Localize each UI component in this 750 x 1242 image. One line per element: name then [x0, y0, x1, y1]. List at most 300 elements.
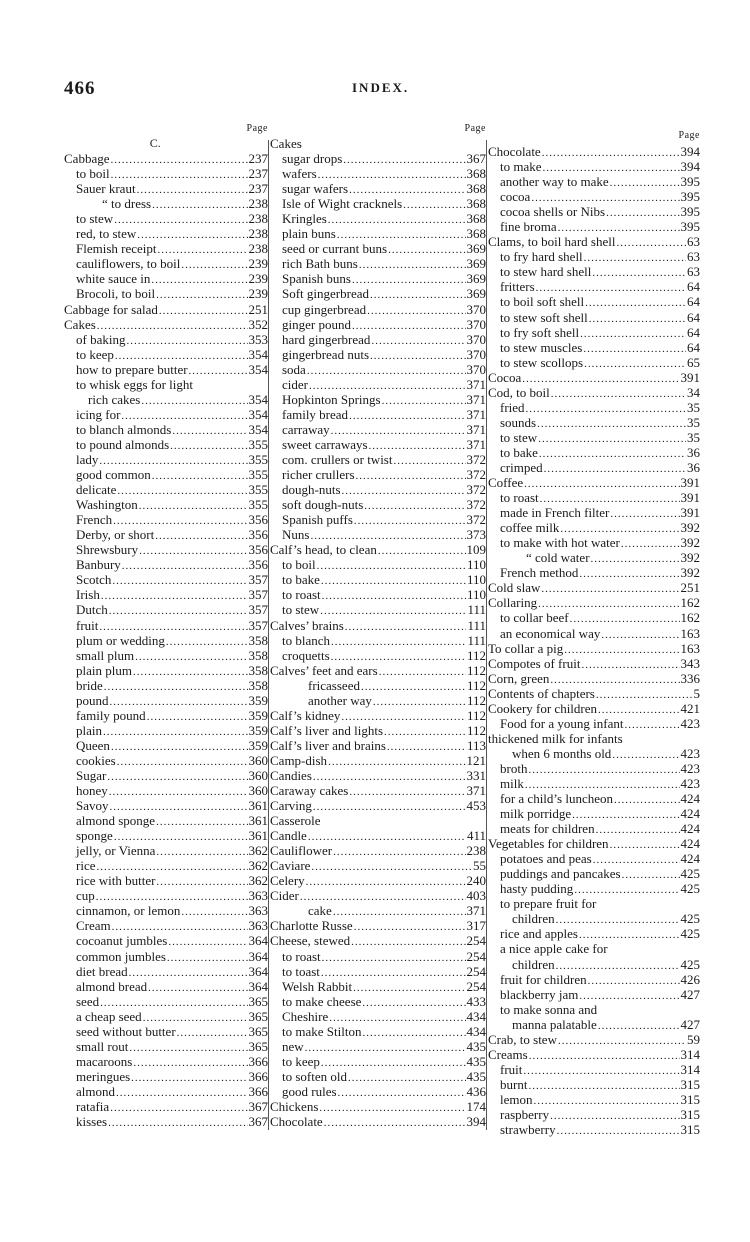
entry-text: fricasseed [308, 677, 360, 693]
entry-text: Spanish buns [282, 271, 351, 287]
entry-page: 254 [466, 933, 486, 949]
index-entry [64, 648, 268, 663]
index-entry [270, 903, 486, 918]
entry-page: 424 [680, 821, 700, 837]
entry-page: 370 [466, 331, 486, 347]
entry-text: to bake [500, 444, 538, 460]
entry-page: 435 [466, 1038, 486, 1054]
entry-text: Casserole [270, 813, 321, 829]
entry-text: new [282, 1038, 304, 1054]
entry-text: rich Bath buns [282, 256, 358, 272]
entry-page: 392 [680, 565, 700, 581]
leader-dots [362, 996, 465, 1011]
section-letter: C. [149, 136, 161, 150]
leader-dots [542, 146, 680, 161]
entry-text: cookies [76, 752, 116, 768]
entry-page: 112 [466, 647, 486, 663]
leader-dots [585, 296, 686, 311]
entry-page: 63 [687, 264, 700, 280]
entry-text: red, to stew [76, 226, 137, 242]
entry-text: almond bread [76, 978, 148, 994]
index-entry [488, 565, 700, 580]
index-entry [64, 964, 268, 979]
entry-page: 421 [680, 700, 700, 716]
entry-text: cocoa [500, 189, 531, 205]
index-entry [270, 422, 486, 437]
entry-text: coffee milk [500, 520, 560, 536]
entry-text: Nuns [282, 527, 310, 543]
index-entry [64, 332, 268, 347]
entry-page: 254 [466, 948, 486, 964]
entry-page: 365 [248, 1023, 268, 1039]
entry-text: rice [76, 858, 96, 874]
leader-dots [584, 251, 686, 266]
entry-text: Clams, to boil hard shell [488, 234, 616, 250]
leader-dots [534, 1094, 680, 1109]
entry-page: 362 [248, 873, 268, 889]
index-entry [488, 1107, 700, 1122]
index-entry [488, 836, 700, 851]
entry-page: 362 [248, 843, 268, 859]
entry-text: to prepare fruit for [500, 896, 597, 912]
entry-text: plum or wedding [76, 632, 165, 648]
entry-text: Candies [270, 767, 312, 783]
entry-page: 424 [680, 836, 700, 852]
index-entry [270, 1054, 486, 1069]
index-entry [270, 723, 486, 738]
index-entry [64, 979, 268, 994]
entry-text: Dutch [76, 602, 108, 618]
entry-page: 360 [248, 783, 268, 799]
index-entry [488, 189, 700, 204]
index-entry [64, 708, 268, 723]
entry-text: small rout [76, 1038, 129, 1054]
entry-text: honey [76, 783, 108, 799]
leader-dots [141, 394, 247, 409]
leader-dots [147, 710, 248, 725]
entry-text: almond sponge [76, 813, 156, 829]
leader-dots [616, 236, 686, 251]
leader-dots [382, 394, 466, 409]
leader-dots [610, 838, 680, 853]
entry-text: small plum [76, 647, 135, 663]
index-entry [488, 911, 700, 926]
index-entry [270, 482, 486, 497]
index-entry [270, 708, 486, 723]
leader-dots [564, 643, 679, 658]
entry-page: 64 [687, 294, 700, 310]
entry-page: 357 [248, 602, 268, 618]
entry-text: lemon [500, 1091, 533, 1107]
index-column-3 [488, 128, 700, 1137]
leader-dots [528, 1079, 679, 1094]
index-entry [488, 701, 700, 716]
entry-page: 112 [466, 692, 486, 708]
index-entry [488, 972, 700, 987]
entry-page: 366 [248, 1053, 268, 1069]
entry-text: another way [308, 692, 372, 708]
index-entry [488, 355, 700, 370]
entry-text: Spanish puffs [282, 512, 353, 528]
leader-dots [103, 725, 248, 740]
entry-page: 314 [680, 1061, 700, 1077]
index-entry [270, 467, 486, 482]
leader-dots [126, 334, 247, 349]
entry-page: 372 [466, 451, 486, 467]
index-entry [270, 1084, 486, 1099]
leader-dots [384, 725, 466, 740]
entry-page: 366 [248, 1083, 268, 1099]
entry-text: Savoy [76, 798, 109, 814]
entry-text: crimped [500, 459, 543, 475]
entry-text: to boil soft shell [500, 294, 585, 310]
leader-dots [524, 477, 679, 492]
entry-page: 372 [466, 467, 486, 483]
index-entry [488, 144, 700, 159]
entry-text: when 6 months old [512, 745, 612, 761]
index-entry [488, 370, 700, 385]
index-entry [270, 738, 486, 753]
leader-dots [523, 1064, 679, 1079]
entry-page: 391 [680, 369, 700, 385]
entry-page: 363 [248, 918, 268, 934]
entry-page: 315 [680, 1091, 700, 1107]
entry-text: Calf’s liver and lights [270, 722, 384, 738]
entry-page: 425 [680, 866, 700, 882]
entry-text: Cream [76, 918, 111, 934]
index-entry [270, 768, 486, 783]
index-entry [488, 610, 700, 625]
entry-text: Calf’s liver and brains [270, 737, 386, 753]
index-entry [488, 1062, 700, 1077]
entry-page: 372 [466, 482, 486, 498]
entry-text: to stew [282, 602, 320, 618]
entry-text: Corn, green [488, 670, 550, 686]
entry-page: 354 [248, 421, 268, 437]
leader-dots [117, 755, 248, 770]
index-entry [270, 302, 486, 317]
index-column-2 [270, 121, 486, 1129]
leader-dots [319, 1101, 465, 1116]
entry-text: to roast [282, 948, 321, 964]
index-entry [488, 340, 700, 355]
leader-dots [379, 665, 466, 680]
entry-text: Sauer kraut [76, 181, 136, 197]
entry-page: 356 [248, 542, 268, 558]
entry-text: macaroons [76, 1053, 133, 1069]
index-entry [270, 979, 486, 994]
entry-page: 110 [466, 587, 486, 603]
entry-page: 64 [687, 309, 700, 325]
entry-page: 355 [248, 467, 268, 483]
index-entry [488, 174, 700, 189]
index-entry [270, 392, 486, 407]
entry-page: 371 [466, 421, 486, 437]
entry-page: 365 [248, 1038, 268, 1054]
entry-page: 239 [248, 271, 268, 287]
index-entry [270, 949, 486, 964]
index-entry [488, 159, 700, 174]
entry-text: Brocoli, to boil [76, 286, 156, 302]
index-entry [488, 881, 700, 896]
index-entry [64, 843, 268, 858]
entry-text: Chickens [270, 1099, 319, 1114]
entry-page: 427 [680, 1016, 700, 1032]
entry-text: Cheshire [282, 1008, 329, 1024]
index-entry [488, 234, 700, 249]
entry-text: rich cakes [88, 391, 141, 407]
entry-text: Soft gingerbread [282, 286, 370, 302]
entry-page: 359 [248, 692, 268, 708]
index-entry [488, 580, 700, 595]
index-entry [64, 347, 268, 362]
entry-text: to whisk eggs for light [76, 376, 193, 392]
entry-page: 362 [248, 858, 268, 874]
entry-page: 369 [466, 286, 486, 302]
entry-text: Scotch [76, 572, 112, 588]
leader-dots [583, 342, 686, 357]
leader-dots [601, 628, 679, 643]
index-entry [488, 325, 700, 340]
entry-text: French method [500, 565, 579, 581]
entry-page: 239 [248, 286, 268, 302]
entry-page: 357 [248, 587, 268, 603]
index-entry [270, 226, 486, 241]
entry-page: 423 [680, 745, 700, 761]
entry-page: 369 [466, 241, 486, 257]
index-entry [270, 437, 486, 452]
index-entry [488, 400, 700, 415]
index-entry [270, 452, 486, 467]
leader-dots [167, 951, 248, 966]
index-entry [64, 317, 268, 332]
index-entry [488, 671, 700, 686]
entry-text: Calf’s kidney [270, 707, 341, 723]
leader-dots [110, 1101, 247, 1116]
page-column-label: Page [246, 123, 268, 134]
entry-text: to make with hot water [500, 535, 620, 551]
index-entry [488, 1122, 700, 1137]
entry-text: Cabbage for salad [64, 301, 158, 317]
leader-dots [537, 417, 686, 432]
entry-page: 363 [248, 888, 268, 904]
index-entry [64, 271, 268, 286]
entry-text: icing for [76, 406, 121, 422]
entry-page: 358 [248, 677, 268, 693]
entry-text: to blanch [282, 632, 331, 648]
leader-dots [135, 650, 247, 665]
leader-dots [151, 273, 247, 288]
leader-dots [156, 288, 247, 303]
entry-text: cake [308, 903, 332, 919]
entry-text: almond [76, 1083, 115, 1099]
entry-page: 237 [248, 151, 268, 167]
leader-dots [333, 845, 465, 860]
leader-dots [378, 544, 466, 559]
index-entry [270, 211, 486, 226]
entry-text: Isle of Wight cracknels [282, 196, 403, 212]
entry-page: 367 [248, 1099, 268, 1114]
index-entry [64, 572, 268, 587]
index-entry [488, 310, 700, 325]
entry-text: Collaring [488, 595, 538, 611]
index-entry [270, 663, 486, 678]
index-entry [64, 888, 268, 903]
leader-dots [591, 552, 680, 567]
column-divider [268, 140, 269, 1130]
index-entry [64, 1054, 268, 1069]
leader-dots [614, 793, 680, 808]
entry-text: fine broma [500, 219, 557, 235]
index-entry [64, 798, 268, 813]
leader-dots [305, 1041, 466, 1056]
entry-page: 361 [248, 813, 268, 829]
leader-dots [598, 1019, 680, 1034]
entry-text: burnt [500, 1076, 528, 1092]
leader-dots [361, 680, 466, 695]
entry-text: Candle [270, 828, 307, 844]
leader-dots [550, 1109, 679, 1124]
entry-page: 367 [248, 1114, 268, 1130]
entry-page: 35 [687, 414, 700, 430]
index-entry [488, 656, 700, 671]
entry-page: 394 [466, 1114, 486, 1130]
entry-text: Banbury [76, 557, 121, 573]
entry-page: 361 [248, 798, 268, 814]
entry-text: good common [76, 467, 151, 483]
entry-text: pound [76, 692, 109, 708]
entry-page: 357 [248, 572, 268, 588]
leader-dots [110, 153, 247, 168]
entry-text: com. crullers or twist [282, 451, 393, 467]
entry-text: hard gingerbread [282, 331, 371, 347]
leader-dots [133, 1056, 247, 1071]
index-entry [64, 392, 268, 407]
entry-page: 370 [466, 361, 486, 377]
entry-page: 111 [467, 617, 486, 633]
entry-page: 368 [466, 196, 486, 212]
entry-text: sweet carraways [282, 436, 368, 452]
index-entry [488, 385, 700, 400]
entry-page: 361 [248, 828, 268, 844]
entry-page: 63 [687, 234, 700, 250]
entry-text: thickened milk for infants [488, 730, 623, 746]
entry-text: Creams [488, 1046, 528, 1062]
entry-text: Welsh Rabbit [282, 978, 353, 994]
index-entry [488, 1047, 700, 1062]
leader-dots [156, 845, 247, 860]
page-column-label: Page [464, 123, 486, 134]
index-entry [270, 933, 486, 948]
entry-page: 391 [680, 505, 700, 521]
leader-dots [356, 469, 466, 484]
leader-dots [116, 1086, 248, 1101]
entry-page: 64 [687, 339, 700, 355]
entry-page: 453 [466, 798, 486, 814]
index-entry [488, 716, 700, 731]
entry-page: 391 [680, 475, 700, 491]
entry-page: 371 [466, 376, 486, 392]
entry-text: rice and apples [500, 926, 578, 942]
entry-page: 395 [680, 189, 700, 205]
entry-text: to bake [282, 572, 320, 588]
entry-page: 317 [466, 918, 486, 934]
index-entry [64, 211, 268, 226]
index-entry [488, 791, 700, 806]
entry-page: 254 [466, 978, 486, 994]
entry-page: 359 [248, 737, 268, 753]
index-entry [270, 377, 486, 392]
index-entry [64, 196, 268, 211]
leader-dots [529, 1049, 680, 1064]
entry-text: blackberry jam [500, 986, 579, 1002]
leader-dots [370, 288, 465, 303]
leader-dots [109, 604, 248, 619]
leader-dots [541, 582, 679, 597]
entry-page: 314 [680, 1046, 700, 1062]
entry-text: Celery [270, 873, 305, 889]
index-entry [488, 1092, 700, 1107]
entry-text: Cider [270, 888, 299, 904]
index-entry [64, 768, 268, 783]
leader-dots [137, 183, 248, 198]
leader-dots [177, 1026, 248, 1041]
index-entry [270, 256, 486, 271]
index-entry [64, 994, 268, 1009]
entry-page: 121 [466, 752, 486, 768]
leader-dots [589, 312, 686, 327]
entry-text: cup [76, 888, 95, 904]
entry-page: 423 [680, 775, 700, 791]
entry-page: 425 [680, 881, 700, 897]
entry-page: 426 [680, 971, 700, 987]
entry-text: lady [76, 451, 99, 467]
entry-list [488, 144, 700, 1137]
entry-text: fruit [500, 1061, 523, 1077]
entry-text: to stew muscles [500, 339, 583, 355]
entry-text: seed or currant buns [282, 241, 388, 257]
index-entry [64, 858, 268, 873]
entry-page: 367 [466, 151, 486, 167]
entry-page: 355 [248, 497, 268, 513]
index-entry [64, 633, 268, 648]
index-entry [488, 866, 700, 881]
entry-text: to roast [500, 490, 539, 506]
entry-text: Calves’ brains [270, 617, 344, 633]
entry-text: of baking [76, 331, 126, 347]
entry-page: 111 [467, 602, 486, 618]
index-entry [64, 437, 268, 452]
entry-text: meringues [76, 1068, 131, 1084]
index-entry [270, 196, 486, 211]
index-entry [64, 1009, 268, 1024]
entry-text: sounds [500, 414, 537, 430]
entry-text: sponge [76, 828, 113, 844]
entry-page: 368 [466, 181, 486, 197]
entry-page: 358 [248, 632, 268, 648]
index-entry [64, 828, 268, 843]
entry-text: Camp-dish [270, 752, 328, 768]
index-entry [64, 512, 268, 527]
index-entry [270, 512, 486, 527]
index-entry [64, 181, 268, 196]
entry-page: 251 [248, 301, 268, 317]
index-entry [270, 1039, 486, 1054]
index-entry [64, 151, 268, 166]
entry-text: to collar beef [500, 610, 569, 626]
entry-text: another way to make [500, 174, 609, 190]
entry-text: to blanch almonds [76, 421, 172, 437]
